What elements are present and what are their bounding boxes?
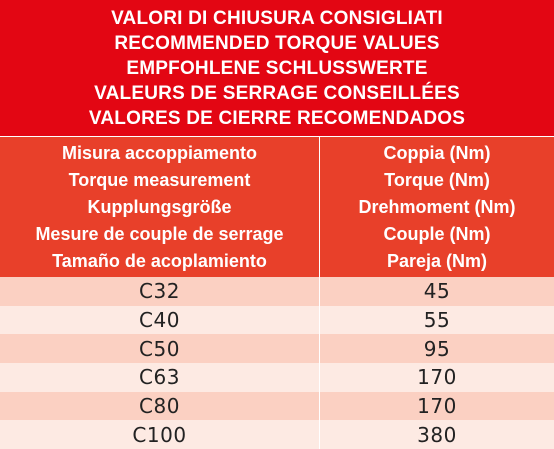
torque-cell: 170 [417, 365, 457, 390]
table-title [0, 0, 554, 137]
title-line-italian: VALORI DI CHIUSURA CONSIGLIATI [111, 7, 443, 29]
size-cell: C63 [0, 363, 320, 392]
torque-column-header [320, 137, 554, 277]
size-cell: C80 [0, 392, 320, 421]
size-cell: C50 [0, 334, 320, 363]
table-row [0, 392, 554, 421]
title-line-spanish: VALORES DE CIERRE RECOMENDADOS [88, 107, 466, 129]
size-header-spanish: Tamaño de acoplamiento [52, 250, 267, 271]
size-header-italian: Misura accoppiamento [61, 142, 258, 163]
size-cell: C40 [0, 306, 320, 335]
size-header-german: Kupplungsgröße [87, 196, 232, 217]
torque-cell: 95 [423, 336, 451, 361]
size-cell: C100 [0, 420, 320, 449]
table-row [0, 277, 554, 306]
size-header-english: Torque measurement [68, 169, 251, 190]
table-row [0, 363, 554, 392]
title-line-french: VALEURS DE SERRAGE CONSEILLÉES [94, 82, 460, 104]
title-line-english: RECOMMENDED TORQUE VALUES [114, 32, 440, 54]
size-cell: C32 [0, 277, 320, 306]
title-line-german: EMPFOHLENE SCHLUSSWERTE [126, 57, 428, 79]
torque-cell: 45 [423, 279, 451, 304]
torque-header-english: Torque (Nm) [384, 169, 490, 190]
torque-cell: 380 [417, 422, 457, 447]
torque-header-spanish: Pareja (Nm) [386, 250, 488, 271]
torque-header-french: Couple (Nm) [383, 223, 491, 244]
torque-header-german: Drehmoment (Nm) [358, 196, 516, 217]
table-row [0, 306, 554, 335]
table-body [0, 277, 554, 449]
column-header-row [0, 137, 554, 277]
torque-header-italian: Coppia (Nm) [383, 142, 491, 163]
torque-cell: 170 [417, 393, 457, 418]
torque-cell: 55 [423, 307, 451, 332]
table-row [0, 334, 554, 363]
table-row [0, 420, 554, 449]
size-column-header [0, 137, 320, 277]
size-header-french: Mesure de couple de serrage [35, 223, 284, 244]
